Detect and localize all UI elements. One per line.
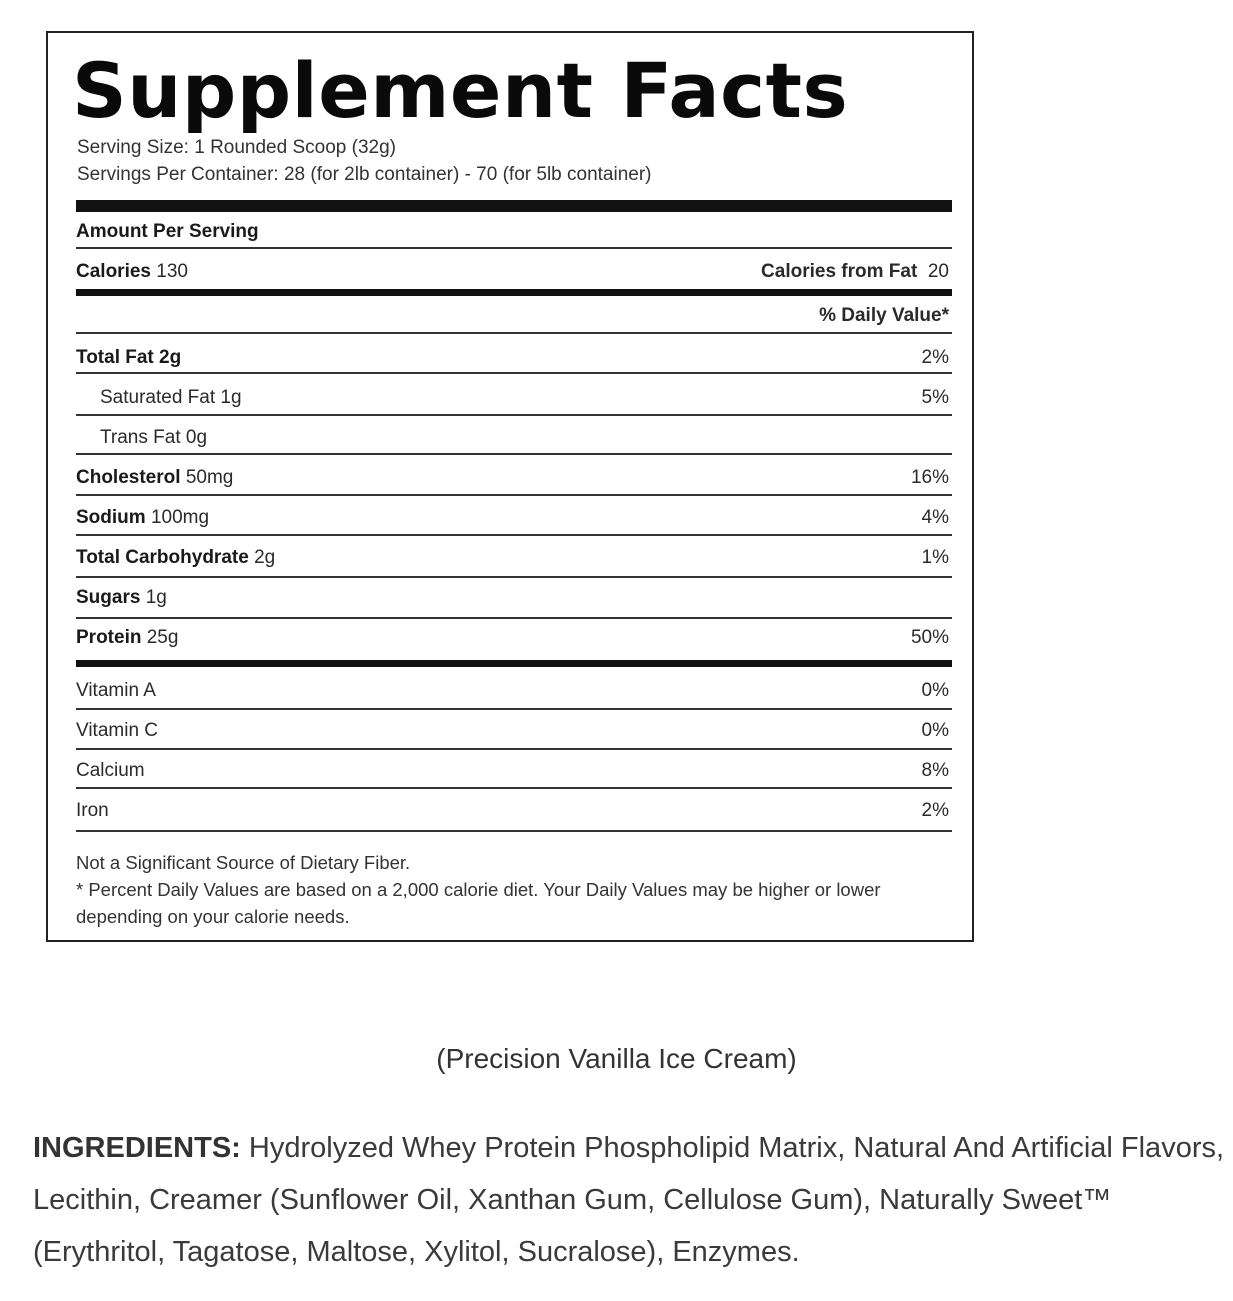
footnote	[76, 849, 952, 930]
divider	[76, 414, 952, 416]
divider	[76, 453, 952, 455]
nutrient-dv: 5%	[921, 387, 949, 408]
serving-size: Serving Size: 1 Rounded Scoop (32g)	[77, 137, 396, 158]
calories-label: Calories	[76, 261, 151, 282]
vitamin-row-calcium	[76, 752, 952, 790]
nutrient-dv: 1%	[921, 547, 949, 568]
nutrient-row-sodium	[76, 499, 952, 537]
facts-title: Supplement Facts	[72, 46, 849, 135]
nutrient-row-total-carbohydrate	[76, 539, 952, 577]
ingredients-label: INGREDIENTS:	[33, 1132, 241, 1164]
product-caption: (Precision Vanilla Ice Cream)	[436, 1043, 797, 1074]
nutrient-name: Total Fat	[76, 347, 154, 368]
divider	[76, 748, 952, 750]
nutrient-dv: 4%	[921, 507, 949, 528]
nutrient-amount: 2g	[159, 347, 182, 368]
vitamin-name: Calcium	[76, 760, 145, 781]
nutrient-name: Total Carbohydrate	[76, 547, 249, 568]
divider	[76, 787, 952, 789]
nutrient-name: Cholesterol	[76, 467, 181, 488]
ingredients-block	[33, 1122, 1228, 1278]
calories-value: 130	[156, 261, 188, 282]
nutrient-row-protein	[76, 619, 952, 657]
servings-per-container: Servings Per Container: 28 (for 2lb container) - 70 (for 5lb container)	[77, 164, 652, 185]
divider	[76, 332, 952, 334]
nutrient-row-saturated-fat	[76, 379, 952, 417]
nutrient-amount: 1g	[220, 387, 242, 408]
divider	[76, 494, 952, 496]
amount-per-serving-row	[76, 213, 952, 251]
nutrient-name: Protein	[76, 627, 142, 648]
supplement-facts-panel	[46, 31, 974, 942]
thick-divider	[76, 200, 952, 212]
nutrient-name: Sugars	[76, 587, 141, 608]
calories-fat-label: Calories from Fat	[761, 261, 918, 282]
calories-fat-value: 20	[927, 261, 949, 282]
nutrient-row-sugars	[76, 579, 952, 617]
daily-value-header: % Daily Value*	[819, 305, 949, 326]
divider	[76, 247, 952, 249]
nutrient-amount: 25g	[146, 627, 179, 648]
vitamin-dv: 0%	[921, 720, 949, 741]
nutrient-dv: 50%	[910, 627, 949, 648]
vitamin-row-vitamin-a	[76, 672, 952, 710]
nutrient-name: Sodium	[76, 507, 146, 528]
ingredients-text: Hydrolyzed Whey Protein Phospholipid Matrix, Natural And Artificial Flavors, Lecithin, Creamer (Sunflower Oil, Xanthan Gum, Cellulose Gum), Naturally Sweet™ (Erythritol, Tagatose, Maltose, Xylitol, Sucralose), Enzymes.	[33, 1132, 1225, 1268]
vitamin-dv: 2%	[921, 800, 949, 821]
nutrient-row-cholesterol	[76, 459, 952, 497]
nutrient-amount: 0g	[185, 427, 208, 448]
divider	[76, 576, 952, 578]
footnote-fiber: Not a Significant Source of Dietary Fiber.	[76, 852, 411, 873]
medium-divider	[76, 289, 952, 296]
vitamin-dv: 8%	[921, 760, 949, 781]
divider	[76, 830, 952, 832]
daily-value-header-row	[76, 297, 952, 335]
nutrient-amount: 1g	[145, 587, 167, 608]
vitamin-row-iron	[76, 792, 952, 830]
amount-per-serving-label: Amount Per Serving	[76, 221, 259, 242]
vitamin-dv: 0%	[921, 680, 949, 701]
vitamin-row-vitamin-c	[76, 712, 952, 750]
medium-divider	[76, 660, 952, 667]
nutrient-dv: 2%	[921, 347, 949, 368]
footnote-daily-values: * Percent Daily Values are based on a 2,000 calorie diet. Your Daily Values may be higher or lower depending on your calorie needs.	[76, 879, 881, 927]
vitamin-name: Iron	[76, 800, 109, 821]
nutrient-dv: 16%	[910, 467, 949, 488]
nutrient-name: Saturated Fat	[100, 387, 216, 408]
nutrient-amount: 100mg	[150, 507, 210, 528]
vitamin-name: Vitamin C	[76, 720, 159, 741]
divider	[76, 372, 952, 374]
divider	[76, 708, 952, 710]
nutrient-name: Trans Fat	[100, 427, 181, 448]
vitamin-name: Vitamin A	[76, 680, 156, 701]
nutrient-amount: 2g	[254, 547, 276, 568]
nutrient-amount: 50mg	[185, 467, 234, 488]
calories-row	[76, 253, 952, 291]
nutrient-row-trans-fat	[76, 419, 952, 457]
divider	[76, 534, 952, 536]
